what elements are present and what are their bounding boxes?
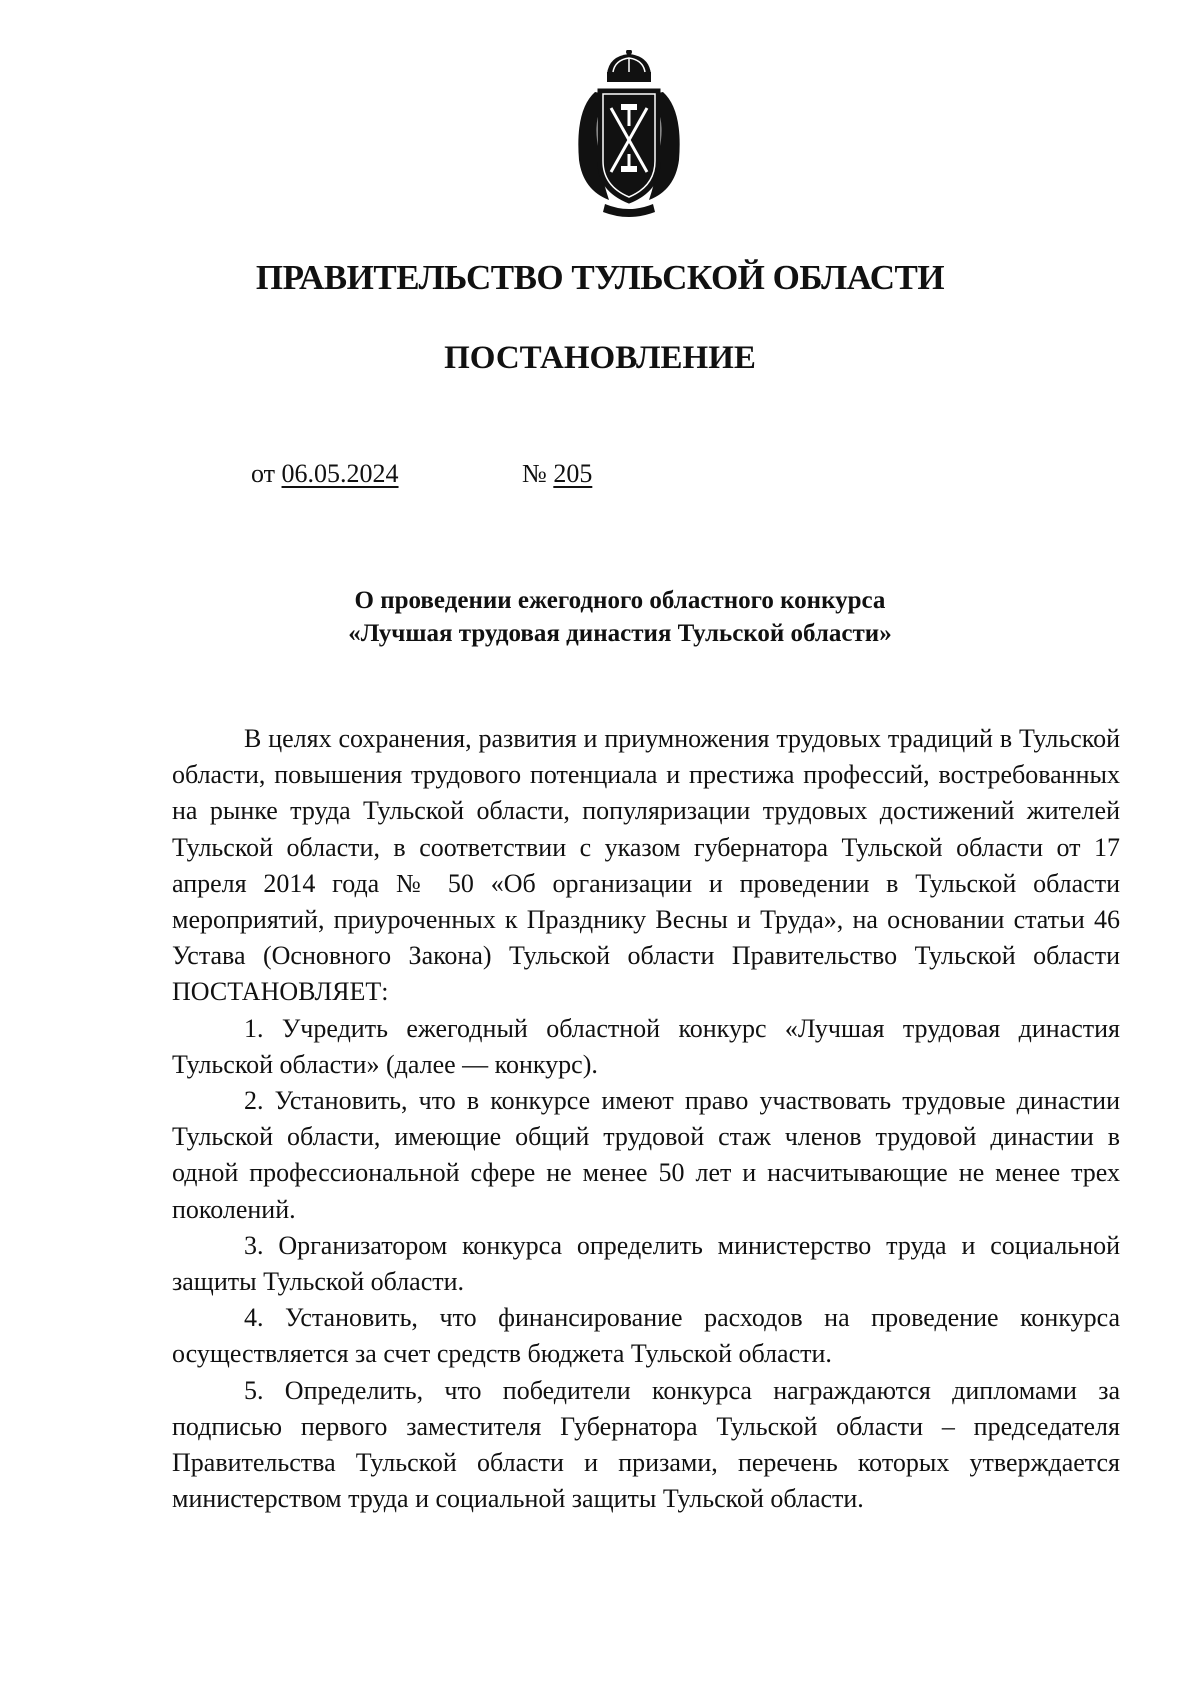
date-value: 06.05.2024 — [281, 459, 399, 488]
document-body — [172, 721, 1120, 1517]
clause-5: 5. Определить, что победители конкурса награждаются дипломами за подписью первого заместителя Губернатора Тульской области – председателя Правительства Тульской области и призами, перечень которых утверждается министерством труда и социальной защиты Тульской области. — [172, 1375, 1120, 1514]
clause-1: 1. Учредить ежегодный областной конкурс «Лучшая трудовая династия Тульской области» (далее — конкурс). — [172, 1013, 1120, 1079]
preamble-paragraph: В целях сохранения, развития и приумножения трудовых традиций в Тульской области, повышения трудового потенциала и престижа профессий, востребованных на рынке труда Тульской области, популяризации трудовых достижений жителей Тульской области, в соответствии с указом губернатора Тульской области от 17 апреля 2014 года № 50 «Об организации и проведении в Тульской области мероприятий, приуроченных к Празднику Весны и Труда», на основании статьи 46 Устава (Основного Закона) Тульской области Правительство Тульской области ПОСТАНОВЛЯЕТ: — [172, 724, 1120, 1007]
coat-of-arms-icon — [568, 50, 690, 220]
number-value: 205 — [553, 459, 593, 488]
clause-2: 2. Установить, что в конкурсе имеют право участвовать трудовые династии Тульской области, имеющие общий трудовой стаж членов трудовой династии в одной профессиональной сфере не менее 50 лет и насчитывающие не менее трех поколений. — [172, 1086, 1120, 1224]
clause-3: 3. Организатором конкурса определить министерство труда и социальной защиты Тульской области. — [172, 1230, 1120, 1297]
subject-line-2: «Лучшая трудовая династия Тульской области» — [348, 620, 892, 647]
document-type: ПОСТАНОВЛЕНИЕ — [444, 340, 756, 376]
subject-line-1: О проведении ежегодного областного конкурса — [354, 587, 886, 614]
document-subject — [240, 584, 1000, 650]
government-name: ПРАВИТЕЛЬСТВО ТУЛЬСКОЙ ОБЛАСТИ — [255, 258, 945, 297]
document-number — [522, 459, 592, 489]
document-date — [251, 459, 399, 489]
clause-4: 4. Установить, что финансирование расходов на проведение конкурса осуществляется за счет средств бюджета Тульской области. — [172, 1303, 1120, 1369]
date-prefix: от — [251, 459, 276, 488]
number-prefix: № — [522, 459, 547, 488]
